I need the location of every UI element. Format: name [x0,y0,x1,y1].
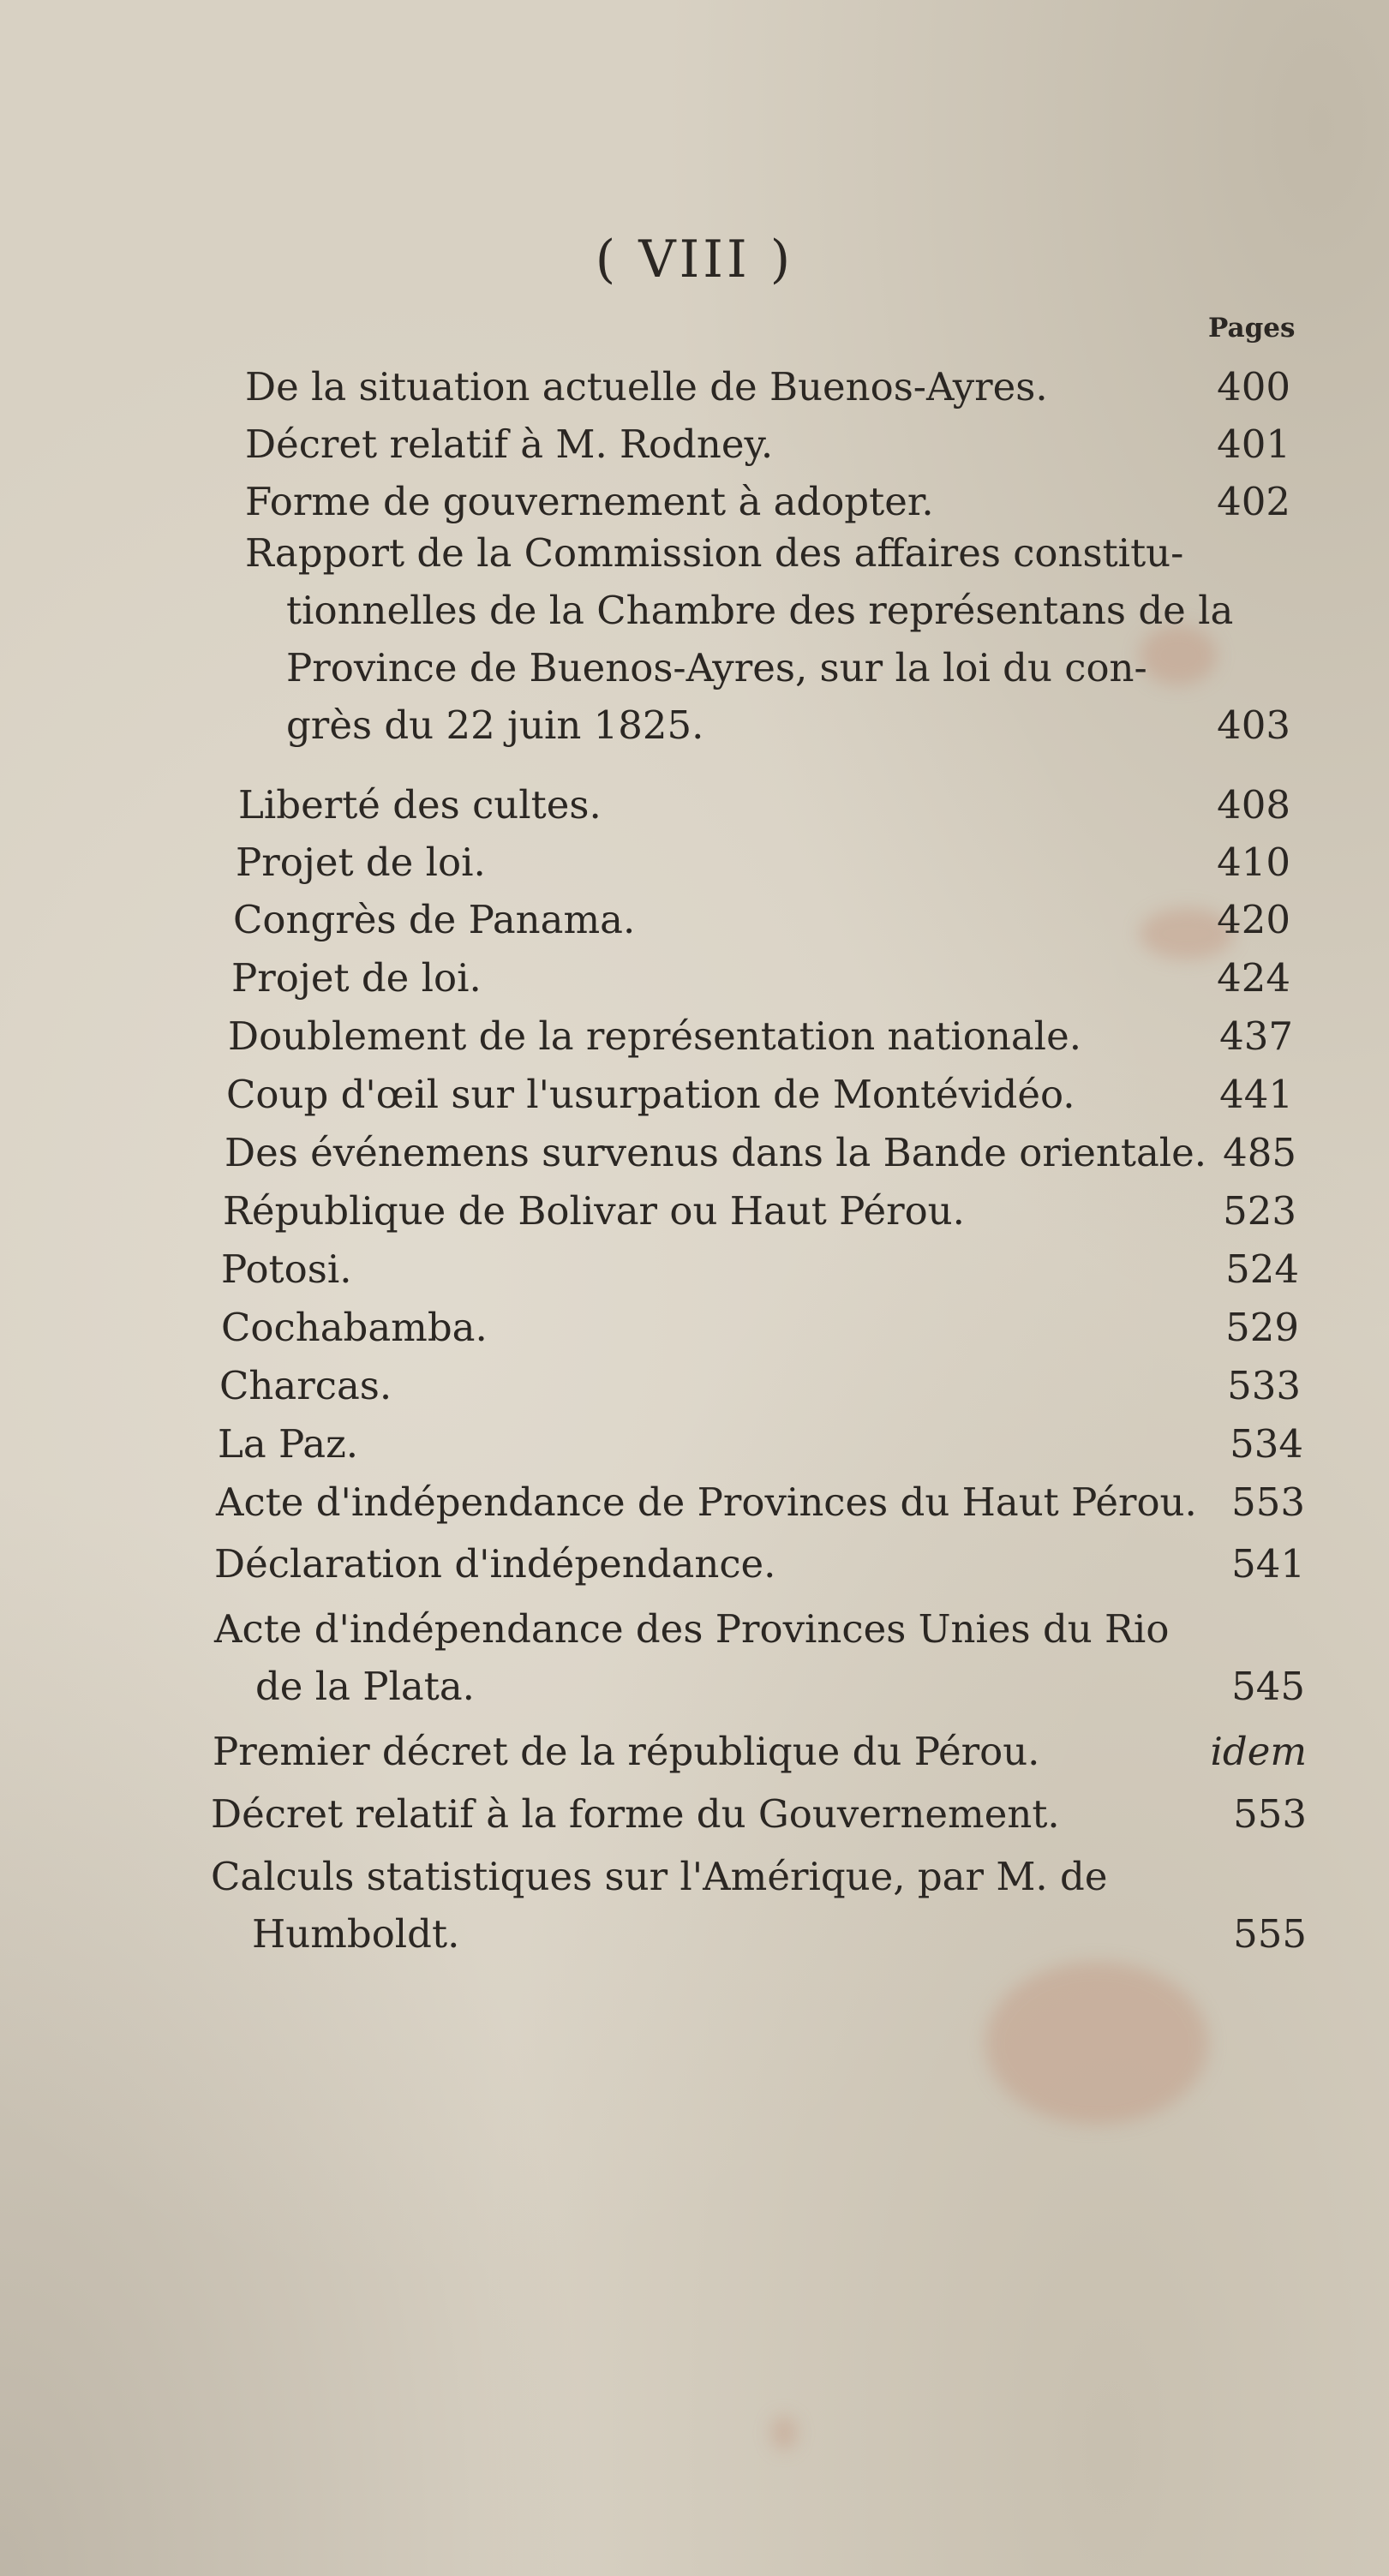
toc-page-number: 485 [1223,1130,1296,1175]
toc-page-number: 410 [1217,840,1290,885]
toc-page-number: 533 [1227,1363,1301,1408]
toc-entry [245,415,773,473]
toc-entry-text: Doublement de la représentation nationale. [228,1013,1081,1059]
toc-entry [216,1473,1197,1531]
toc-entry [214,1600,1169,1715]
toc-page-number: 555 [1233,1911,1307,1957]
toc-page-number: idem [1210,1729,1307,1774]
toc-page-number: 441 [1219,1072,1293,1117]
toc-entry-text: de la Plata. [255,1664,475,1709]
toc-entry-text: Forme de gouvernement à adopter. [245,479,934,524]
toc-entry-text: La Paz. [218,1421,359,1467]
toc-entry [225,1124,1206,1181]
toc-entry-text: Acte d'indépendance de Provinces du Haut Pérou. [216,1479,1197,1525]
toc-entry-text: tionnelles de la Chambre des représentans de la [286,588,1234,633]
toc-entry-text: Congrès de Panama. [233,897,636,942]
toc-page-number: 541 [1231,1541,1305,1587]
toc-entry [236,834,486,891]
toc-entry-text: De la situation actuelle de Buenos-Ayres. [245,364,1048,409]
toc-entry [226,1066,1075,1123]
toc-page-number: 524 [1225,1246,1299,1292]
toc-entry [245,524,1233,754]
toc-entry-text: Acte d'indépendance des Provinces Unies du Rio [214,1606,1170,1652]
toc-entry-text: République de Bolivar ou Haut Pérou. [223,1188,965,1234]
toc-entry [214,1535,776,1593]
toc-entry [221,1299,488,1356]
toc-entry-text: Projet de loi. [236,840,486,885]
toc-entry [231,949,482,1007]
toc-entry [221,1240,352,1298]
toc-entry-text: Coup d'œil sur l'usurpation de Montévidéo. [226,1072,1075,1117]
toc-page-number: 529 [1225,1305,1299,1350]
toc-entry [211,1848,1107,1963]
toc-page-number: 400 [1217,364,1290,409]
toc-entry-text: Charcas. [219,1363,392,1408]
toc-entry-text: Projet de loi. [231,955,482,1001]
toc-entry-text: Rapport de la Commission des affaires constitu- [245,530,1184,576]
toc-page-number: 408 [1217,782,1290,828]
toc-page-number: 420 [1217,897,1290,942]
toc-entry [211,1785,1060,1843]
toc-page-number: 437 [1219,1013,1293,1059]
toc-entry [219,1357,392,1414]
toc-entry [213,1723,1039,1780]
toc-entry [238,776,602,834]
toc-entry-text: Décret relatif à la forme du Gouvernement. [211,1791,1060,1837]
toc-page-number: 401 [1217,421,1290,467]
pages-column-heading: Pages [1208,313,1296,344]
toc-entry-text: Calculs statistiques sur l'Amérique, par M. de [211,1854,1108,1899]
toc-page-number: 545 [1231,1664,1305,1709]
toc-entry-text: Potosi. [221,1246,352,1292]
toc-entry-text: Déclaration d'indépendance. [214,1541,776,1587]
toc-entry [218,1415,358,1473]
toc-page-number: 403 [1217,702,1290,748]
page-number-header: ( VIII ) [595,230,794,290]
toc-page-number: 402 [1217,479,1290,524]
toc-entry-text: Des événemens survenus dans la Bande orientale. [225,1130,1207,1175]
toc-entry [233,891,635,948]
toc-entry-text: grès du 22 juin 1825. [286,702,704,748]
toc-entry-text: Liberté des cultes. [238,782,602,828]
toc-entry [245,473,934,530]
toc-page-number: 553 [1231,1479,1305,1525]
toc-entry-text: Premier décret de la république du Pérou. [213,1729,1040,1774]
toc-entry [223,1182,965,1240]
toc-page-number: 553 [1233,1791,1307,1837]
toc-page-number: 424 [1217,955,1290,1001]
toc-entry [228,1007,1081,1065]
toc-entry-text: Province de Buenos-Ayres, sur la loi du con- [286,645,1147,690]
toc-entry-text: Cochabamba. [221,1305,488,1350]
toc-page-number: 534 [1230,1421,1303,1467]
toc-entry-text: Humboldt. [252,1911,460,1957]
toc-page-number: 523 [1223,1188,1296,1234]
toc-entry [245,358,1048,415]
toc-entry-text: Décret relatif à M. Rodney. [245,421,774,467]
